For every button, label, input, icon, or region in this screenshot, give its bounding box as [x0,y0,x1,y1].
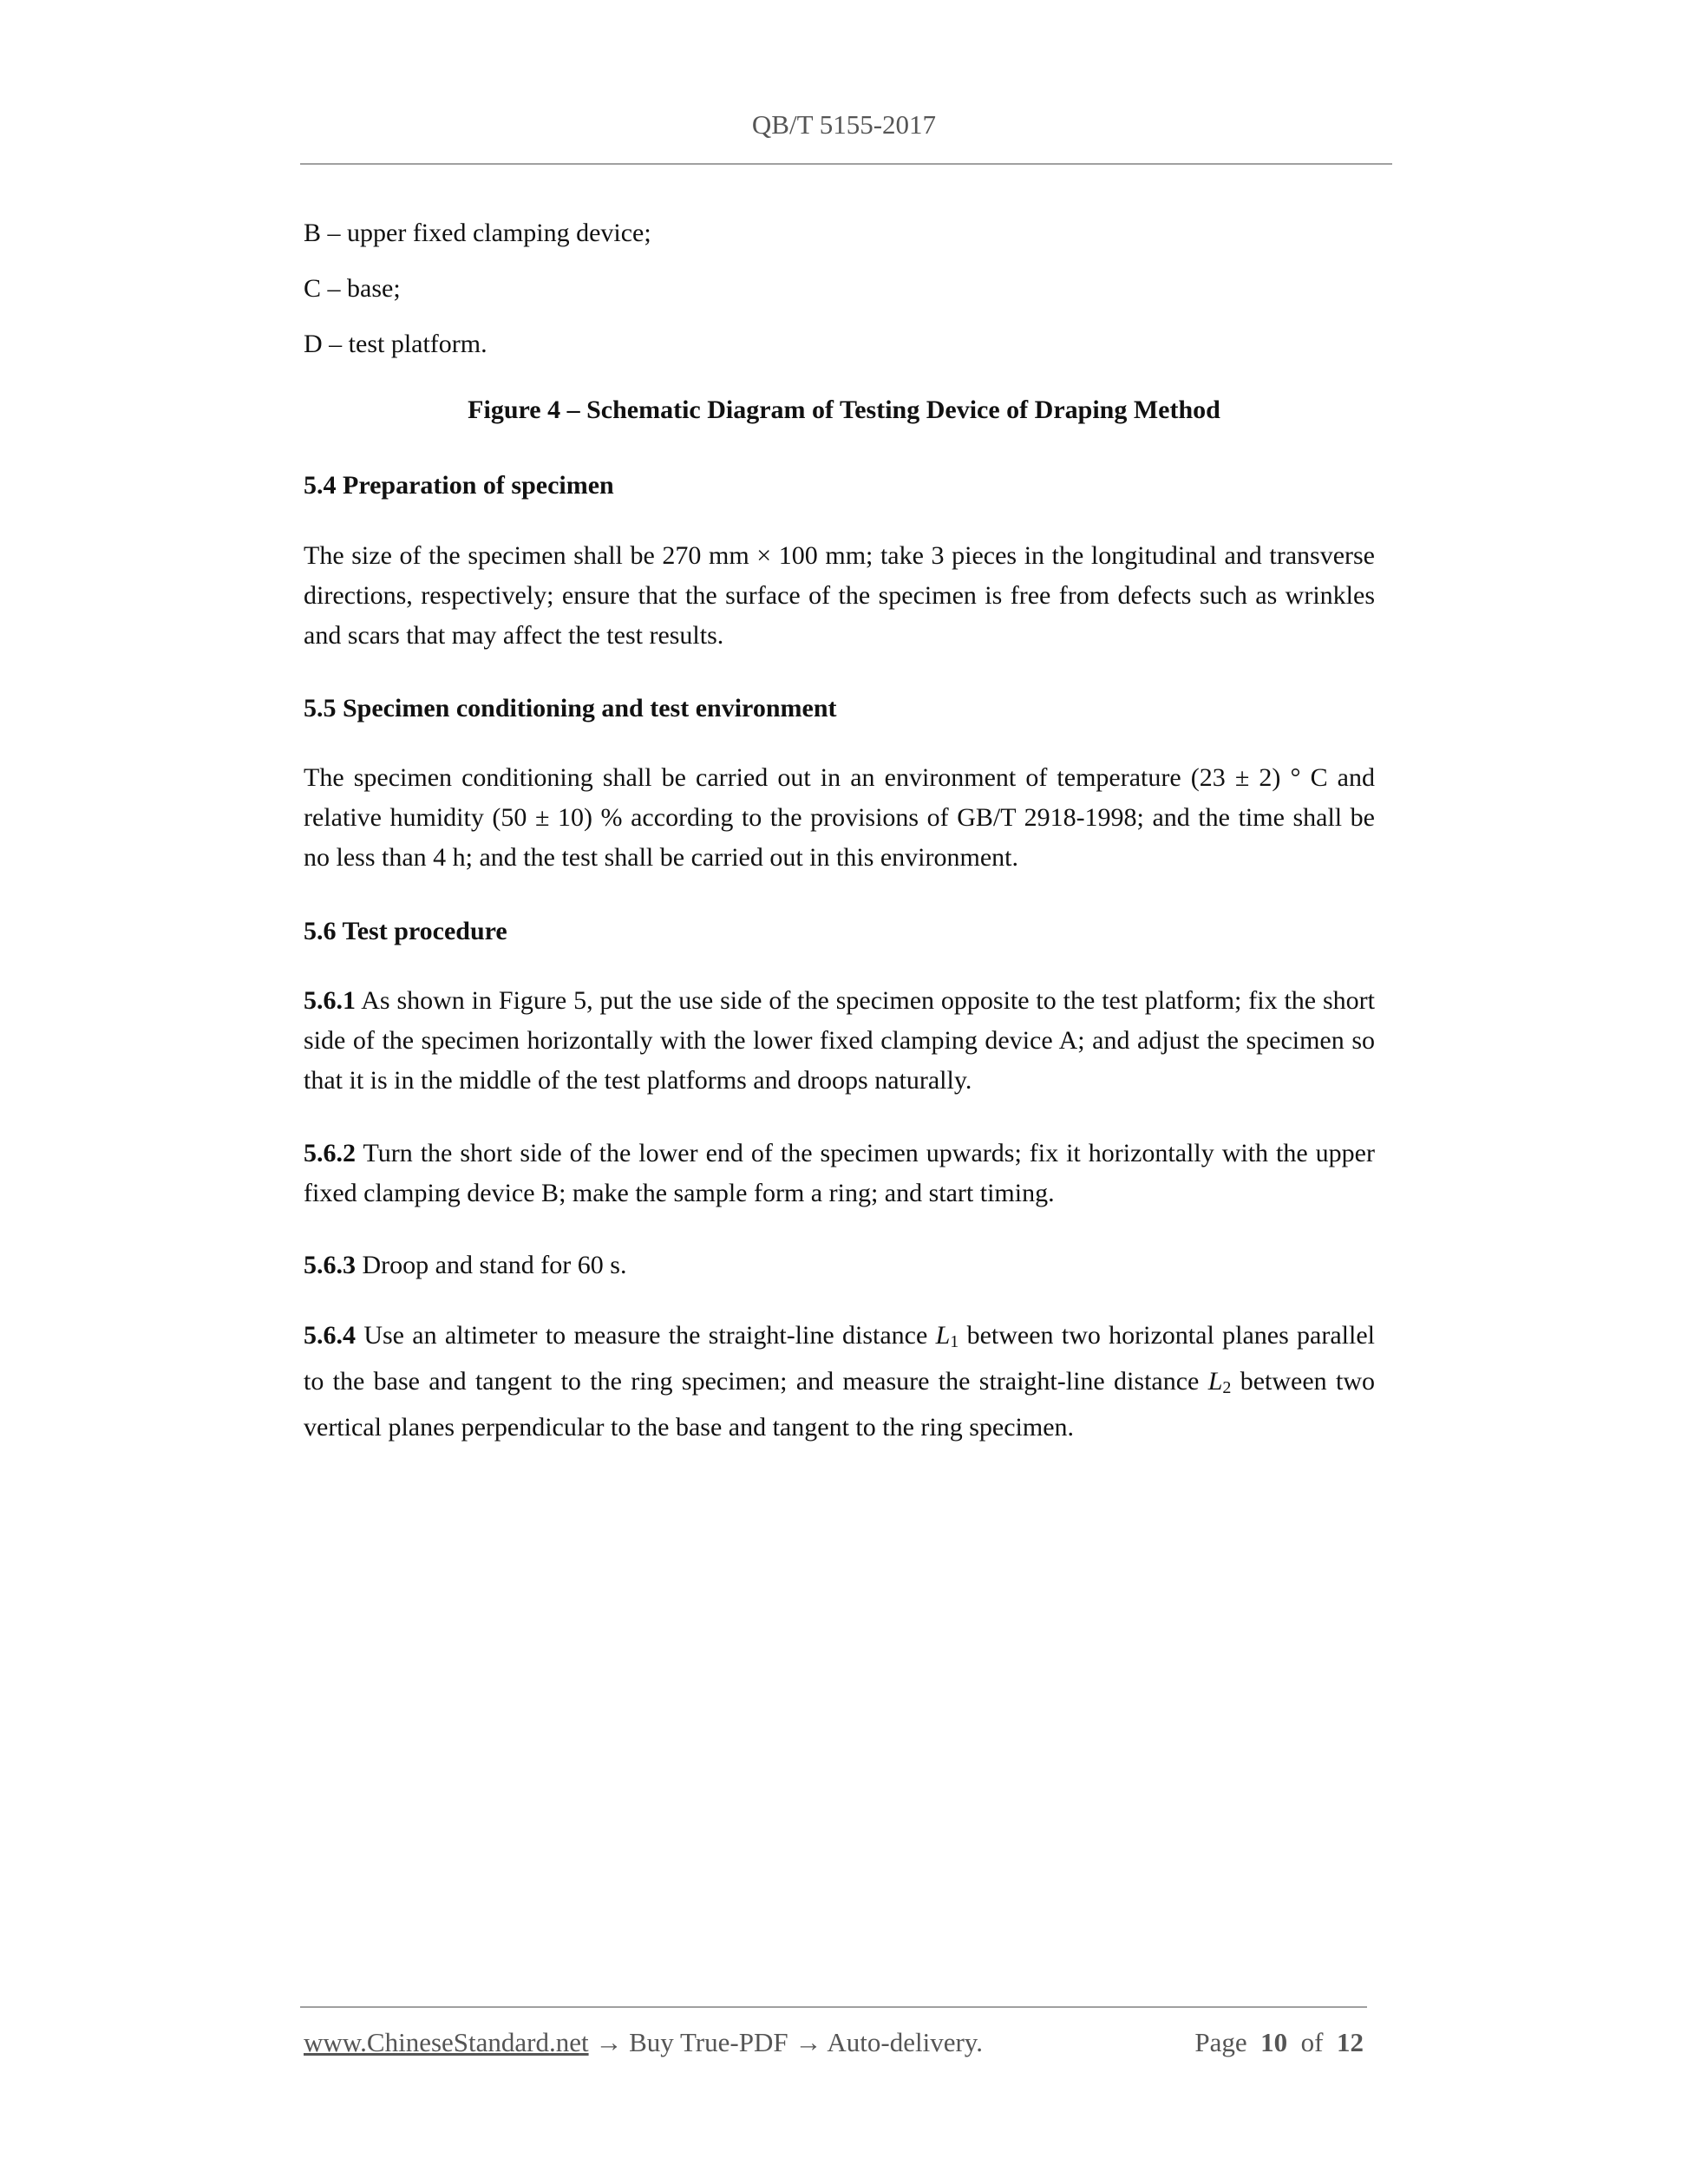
document-header-title: QB/T 5155-2017 [751,109,937,140]
clause-number: 5.6.3 [304,1251,356,1279]
total-pages: 12 [1337,2027,1364,2057]
clause-text: As shown in Figure 5, put the use side of the specimen opposite to the test platform; fix the short side of the specimen horizontally with the lower fixed clamping device A; and adjust the specimen so that it is in the middle of the test platforms and droops naturally. [304,986,1375,1095]
clause-text: between two horizontal planes parallel to the base and tangent to the ring specimen; and measure the straight-line distance [304,1321,1376,1396]
paragraph-5-5: The specimen conditioning shall be carried out in an environment of temperature (23 ± 2) ° C and relative humidity (50 ± 10) % according to the provisions of GB/T 2918-1998; and the time shall be no less than 4 h; and the test shall be carried out in this environment. [304,763,1375,872]
arrow-right-icon: → [595,2027,623,2057]
section-heading-5-6: 5.6 Test procedure [304,917,507,945]
clause-text: Droop and stand for 60 s. [356,1251,627,1279]
subscript-2: 2 [1222,1378,1232,1397]
clause-text: Turn the short side of the lower end of the specimen upwards; fix it horizontally with the upper fixed clamping device B; make the sample form a ring; and start timing. [304,1139,1375,1207]
clause-number: 5.6.4 [304,1321,356,1350]
chinesestandard-link[interactable]: www.ChineseStandard.net [304,2027,589,2057]
paragraph-5-6-2 [304,1134,1375,1213]
variable-l1: L [935,1321,951,1350]
legend-item-c: C – base; [304,274,401,303]
clause-number: 5.6.1 [304,986,356,1015]
paragraph-5-6-4 [304,1316,1375,1448]
clause-text: Use an altimeter to measure the straight-line distance [356,1321,936,1350]
variable-l2: L [1207,1367,1223,1396]
page-label: Page [1194,2027,1247,2057]
current-page: 10 [1260,2027,1288,2057]
arrow-right-icon: → [795,2027,822,2057]
paragraph-5-4: The size of the specimen shall be 270 mm × 100 mm; take 3 pieces in the longitudinal and transverse directions, respectively; ensure that the surface of the specimen is free from defects such as wrinkles and scars that may affect the test results. [304,541,1375,650]
auto-delivery-text: Auto-delivery. [827,2027,984,2057]
clause-number: 5.6.2 [304,1139,356,1167]
section-heading-5-5: 5.5 Specimen conditioning and test environment [304,694,837,723]
section-heading-5-4: 5.4 Preparation of specimen [304,471,614,500]
clause-text: between two vertical planes perpendicular to the base and tangent to the ring specimen. [304,1367,1375,1442]
paragraph-5-6-3 [304,1246,1375,1285]
figure-caption: Figure 4 – Schematic Diagram of Testing Device of Draping Method [468,396,1220,424]
buy-true-pdf-text: Buy True-PDF [629,2027,788,2057]
header-divider [300,163,1392,165]
footer-links [304,2027,983,2058]
subscript-1: 1 [950,1332,959,1351]
of-label: of [1300,2027,1324,2057]
legend-item-d: D – test platform. [304,330,487,358]
page-indicator [1194,2027,1364,2058]
legend-item-b: B – upper fixed clamping device; [304,219,651,247]
footer-divider [300,2006,1367,2008]
paragraph-5-6-1 [304,981,1375,1101]
